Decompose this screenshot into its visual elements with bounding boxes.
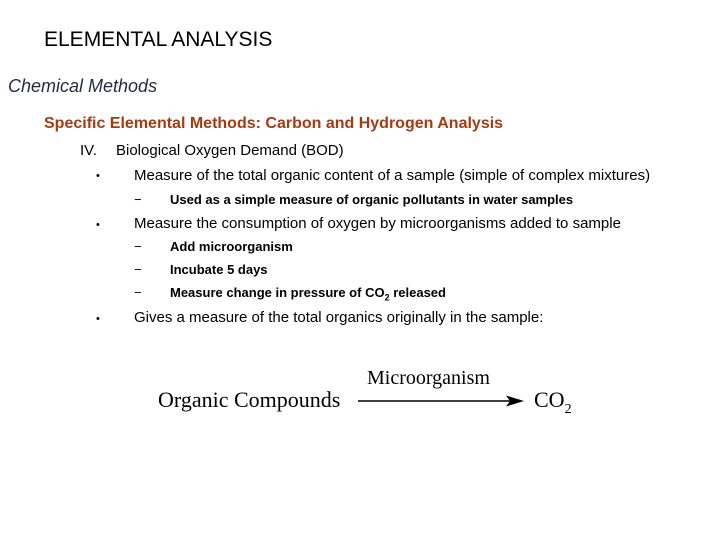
- slide-heading: Specific Elemental Methods: Carbon and Hydrogen Analysis: [44, 115, 504, 132]
- product-subscript: 2: [564, 402, 572, 417]
- bullet-marker: •: [96, 219, 100, 231]
- reaction-equation: [150, 360, 590, 420]
- sub-bullet-text: Add microorganism: [170, 239, 293, 254]
- dash-marker: −: [134, 239, 142, 254]
- product-label: [534, 387, 572, 417]
- section-subtitle: Chemical Methods: [8, 76, 158, 96]
- section-label: Biological Oxygen Demand (BOD): [116, 142, 344, 159]
- co2-text: Measure change in pressure of CO: [170, 285, 385, 300]
- bullet-text: Measure of the total organic content of a sample (simple of complex mixtures): [134, 167, 651, 184]
- section-numeral: IV.: [80, 142, 97, 159]
- co2-subscript: 2: [384, 292, 390, 303]
- bullet-marker: •: [96, 170, 100, 182]
- reactant-label: Organic Compounds: [158, 387, 341, 412]
- dash-marker: −: [134, 192, 142, 207]
- bullet-text: Measure the consumption of oxygen by microorganisms added to sample: [134, 215, 621, 232]
- catalyst-label: Microorganism: [367, 367, 490, 389]
- sub-bullet-text: Incubate 5 days: [170, 262, 268, 277]
- sub-bullet-text: Used as a simple measure of organic pollutants in water samples: [170, 192, 574, 207]
- bullet-text: Gives a measure of the total organics originally in the sample:: [134, 309, 544, 326]
- dash-marker: −: [134, 285, 142, 300]
- sub-bullet-text: [170, 285, 446, 303]
- page-title: ELEMENTAL ANALYSIS: [44, 28, 273, 51]
- product-text: CO: [534, 387, 565, 412]
- bullet-marker: •: [96, 313, 100, 325]
- co2-text-after: released: [389, 285, 446, 300]
- dash-marker: −: [134, 262, 142, 277]
